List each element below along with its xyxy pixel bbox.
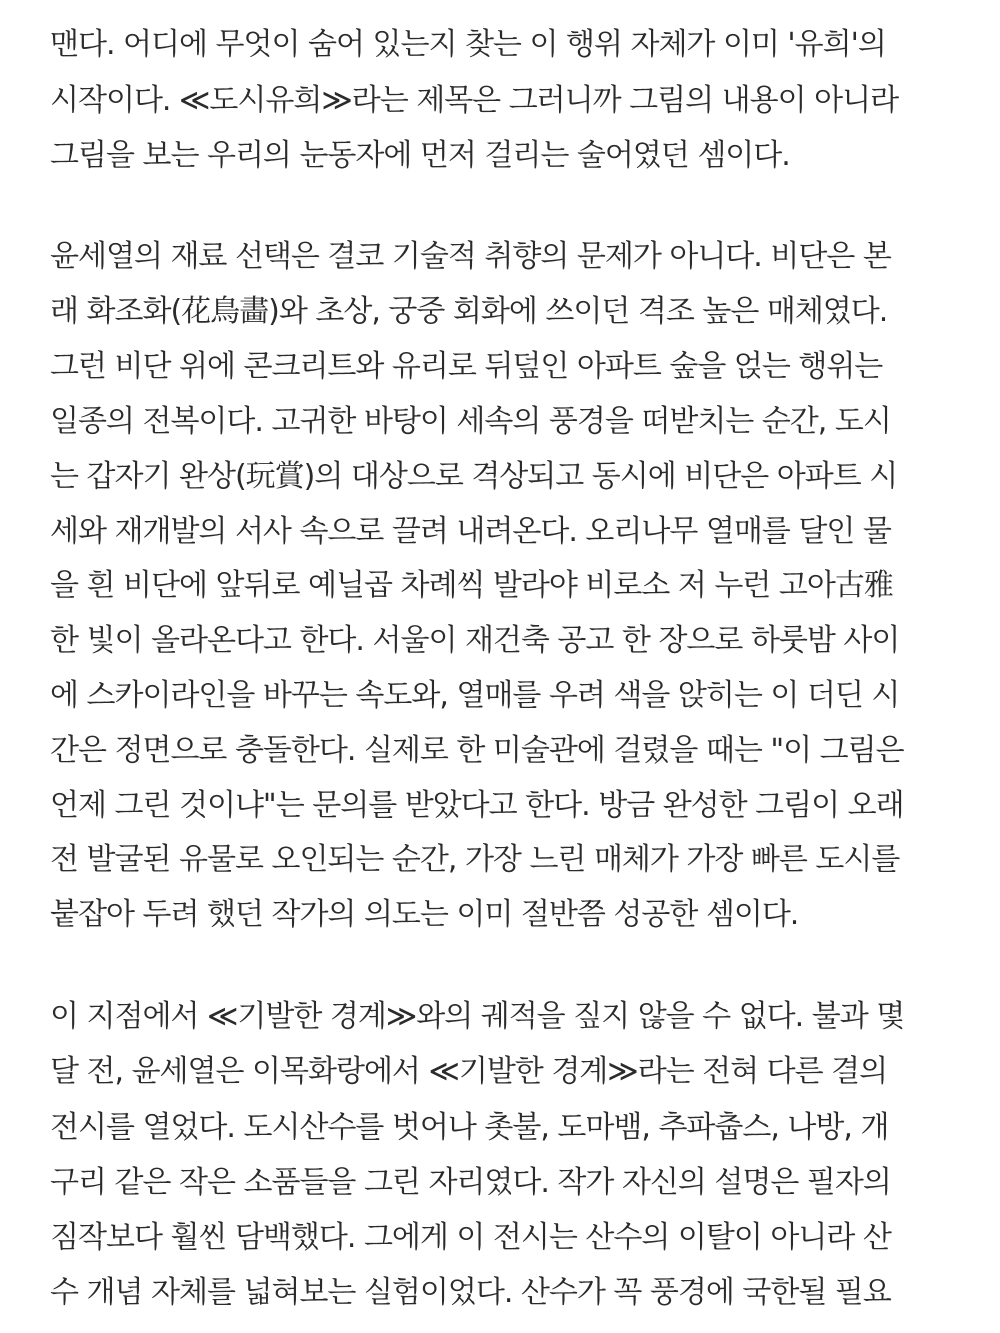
text-line: 그런 비단 위에 콘크리트와 유리로 뒤덮인 아파트 숲을 얹는 행위는 (50, 349, 883, 384)
text-line: 달 전, 윤세열은 이목화랑에서 ≪기발한 경계≫라는 전혀 다른 결의 (50, 1054, 888, 1089)
text-line: 언제 그린 것이냐"는 문의를 받았다고 한다. 방금 완성한 그림이 오래 (50, 788, 904, 823)
text-line: 구리 같은 작은 소품들을 그린 자리였다. 작가 자신의 설명은 필자의 (50, 1165, 891, 1200)
text-line: 수 개념 자체를 넓혀보는 실험이었다. 산수가 꼭 풍경에 국한될 필요 (50, 1275, 891, 1310)
text-line: 는 갑자기 완상(玩賞)의 대상으로 격상되고 동시에 비단은 아파트 시 (50, 459, 898, 494)
text-line: 짐작보다 훨씬 담백했다. 그에게 이 전시는 산수의 이탈이 아니라 산 (50, 1220, 891, 1255)
text-line: 전 발굴된 유물로 오인되는 순간, 가장 느린 매체가 가장 빠른 도시를 (50, 842, 900, 877)
text-line: 에 스카이라인을 바꾸는 속도와, 열매를 우려 색을 앉히는 이 더딘 시 (50, 678, 900, 713)
text-line: 윤세열의 재료 선택은 결코 기술적 취향의 문제가 아니다. 비단은 본 (50, 239, 891, 274)
text-line: 시작이다. ≪도시유희≫라는 제목은 그러니까 그림의 내용이 아니라 (50, 83, 899, 118)
text-line: 세와 재개발의 서사 속으로 끌려 내려온다. 오리나무 열매를 달인 물 (50, 514, 891, 549)
text-line: 간은 정면으로 충돌한다. 실제로 한 미술관에 걸렸을 때는 "이 그림은 (50, 733, 904, 768)
text-line: 붙잡아 두려 했던 작가의 의도는 이미 절반쯤 성공한 셈이다. (50, 897, 799, 932)
text-line: 맨다. 어디에 무엇이 숨어 있는지 찾는 이 행위 자체가 이미 '유희'의 (50, 27, 886, 62)
text-line: 이 지점에서 ≪기발한 경계≫와의 궤적을 짚지 않을 수 없다. 불과 몇 (50, 999, 905, 1034)
text-line: 전시를 열었다. 도시산수를 벗어나 촛불, 도마뱀, 추파춥스, 나방, 개 (50, 1110, 889, 1145)
text-line: 일종의 전복이다. 고귀한 바탕이 세속의 풍경을 떠받치는 순간, 도시 (50, 404, 891, 439)
text-line: 한 빛이 올라온다고 한다. 서울이 재건축 공고 한 장으로 하룻밤 사이 (50, 623, 900, 658)
text-line: 래 화조화(花鳥畵)와 초상, 궁중 회화에 쓰이던 격조 높은 매체였다. (50, 294, 888, 329)
text-line: 을 흰 비단에 앞뒤로 예닐곱 차례씩 발라야 비로소 저 누런 고아古雅 (50, 568, 893, 603)
text-line: 그림을 보는 우리의 눈동자에 먼저 걸리는 술어였던 셈이다. (50, 138, 790, 173)
